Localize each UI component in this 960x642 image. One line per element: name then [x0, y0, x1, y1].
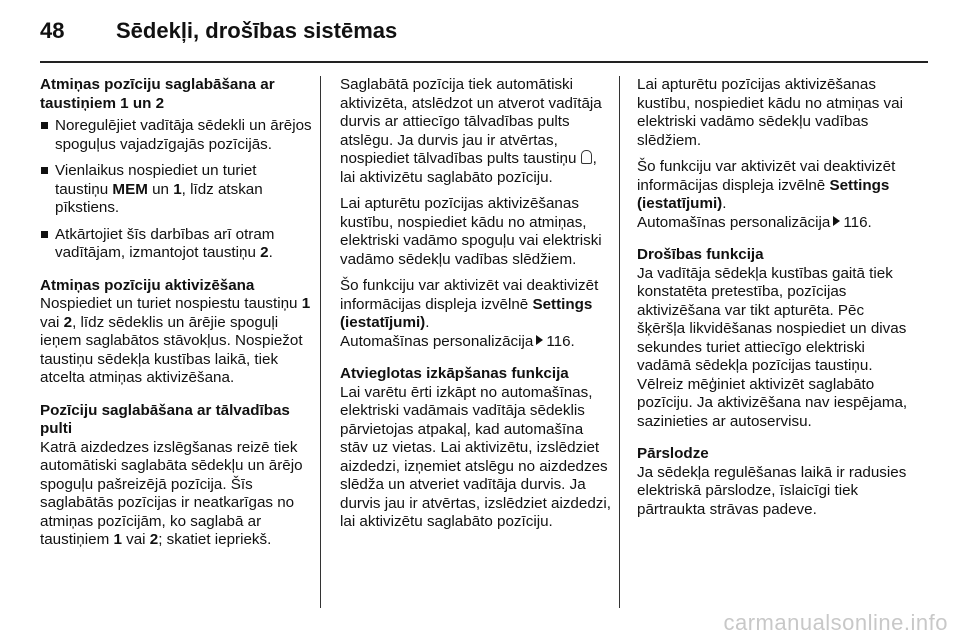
- paragraph: Šo funkciju var aktivizēt vai deaktivizēt informācijas displeja izvēlnē Settings (iestatījumi). Automašīnas personalizācija 116.: [340, 277, 599, 350]
- section-heading-memory-save: Atmiņas pozīciju saglabāšana ar taustiņiem 1 un 2: [40, 76, 275, 112]
- column-1: [40, 76, 312, 558]
- column-divider-1: [320, 76, 321, 608]
- section-heading-memory-activate: Atmiņas pozīciju aktivizēšana: [40, 276, 255, 294]
- bullet-list: [40, 117, 312, 263]
- watermark: carmanualsonline.info: [723, 610, 948, 635]
- paragraph: Nospiediet un turiet nospiestu taustiņu 1 vai 2, līdz sēdeklis un ārējie spoguļi ieņem saglabātos stāvokļus. Nospiežot taustiņu sēdekļa kustības laikā, tiek atcelta atmiņas aktivizēšana.: [40, 295, 311, 386]
- header-rule: [40, 61, 928, 63]
- paragraph: Saglabātā pozīcija tiek automātiski aktivizēta, atslēdzot un atverot vadītāja durvis ar attiecīgo tālvadības pults atslēgu. Ja durvis jau ir atvērtas, nospiediet tālvadības pults taustiņu , lai aktivizētu saglabāto pozīciju.: [340, 76, 602, 186]
- paragraph: Lai apturētu pozīcijas aktivizēšanas kustību, nospiediet kādu no atmiņas vai elektriski vadāmo sēdekļu vadības slēdžiem.: [637, 76, 903, 149]
- paragraph: Šo funkciju var aktivizēt vai deaktivizēt informācijas displeja izvēlnē Settings (iestatījumi). Automašīnas personalizācija 116.: [637, 158, 896, 231]
- cross-reference-link[interactable]: Automašīnas personalizācija: [637, 213, 831, 231]
- page-reference-arrow-icon: [536, 335, 543, 345]
- list-item: Noregulējiet vadītāja sēdekli un ārējos spoguļus vajadzīgajās pozīcijās.: [40, 117, 312, 154]
- column-2: [340, 76, 612, 540]
- section-heading-remote-save: Pozīciju saglabāšana ar tālvadības pulti: [40, 401, 290, 437]
- page-title: Sēdekļi, drošības sistēmas: [116, 18, 398, 43]
- section-heading-safety: Drošības funkcija: [637, 246, 764, 263]
- unlock-key-icon: [581, 150, 592, 164]
- section-heading-overload: Pārslodze: [637, 445, 709, 462]
- page-number: 48: [40, 18, 65, 43]
- paragraph: Katrā aizdedzes izslēgšanas reizē tiek automātiski saglabāta sēdekļu un ārējo spoguļu pašreizējā pozīcija. Šīs saglabātās pozīcijas ir neatkarīgas no atmiņas pozīcijām, ko saglabā ar taustiņiem 1 vai 2; skatiet iepriekš.: [40, 438, 303, 548]
- section-heading-easy-exit: Atvieglotas izkāpšanas funkcija: [340, 365, 569, 382]
- page-header: [0, 0, 960, 62]
- page-reference-arrow-icon: [833, 216, 840, 226]
- paragraph: Ja sēdekļa regulēšanas laikā ir radusies elektriskā pārslodze, īslaicīgi tiek pārtraukta strāvas padeve.: [637, 463, 907, 518]
- cross-reference-link[interactable]: Automašīnas personalizācija: [340, 332, 534, 350]
- column-3: [637, 76, 909, 527]
- list-item: Vienlaikus nospiediet un turiet taustiņu MEM un 1, līdz atskan pīkstiens.: [40, 162, 312, 218]
- paragraph: Lai apturētu pozīcijas aktivizēšanas kustību, nospiediet kādu no atmiņas, elektriski vadāmo spoguļu vai elektriski vadāmo sēdekļu vadības slēdžiem.: [340, 195, 602, 268]
- paragraph: Lai varētu ērti izkāpt no automašīnas, elektriski vadāmais vadītāja sēdeklis pārvietojas atpakaļ, kad automašīna stāv uz vietas. Lai aktivizētu, izslēdziet aizdedzi, izņemiet atslēgu no aizdedzes slēdža un atveriet vadītāja durvis. Ja durvis jau ir atvērtas, izslēdziet aizdedzi, lai aktivizētu saglabāto pozīciju.: [340, 383, 611, 530]
- paragraph: Ja vadītāja sēdekļa kustības gaitā tiek konstatēta pretestība, pozīcijas aktivizēšana var tikt apturēta. Pēc šķēršļa likvidēšanas nospiediet un divas sekundes turiet attiecīgo elektriski vadāmā sēdekļa pozīcijas taustiņu. Vēlreiz mēģiniet aktivizēt saglabāto pozīciju. Ja aktivizēšana nav iespējama, sazinieties ar autoservisu.: [637, 264, 908, 430]
- column-divider-2: [619, 76, 620, 608]
- list-item: Atkārtojiet šīs darbības arī otram vadītājam, izmantojot taustiņu 2.: [40, 226, 312, 263]
